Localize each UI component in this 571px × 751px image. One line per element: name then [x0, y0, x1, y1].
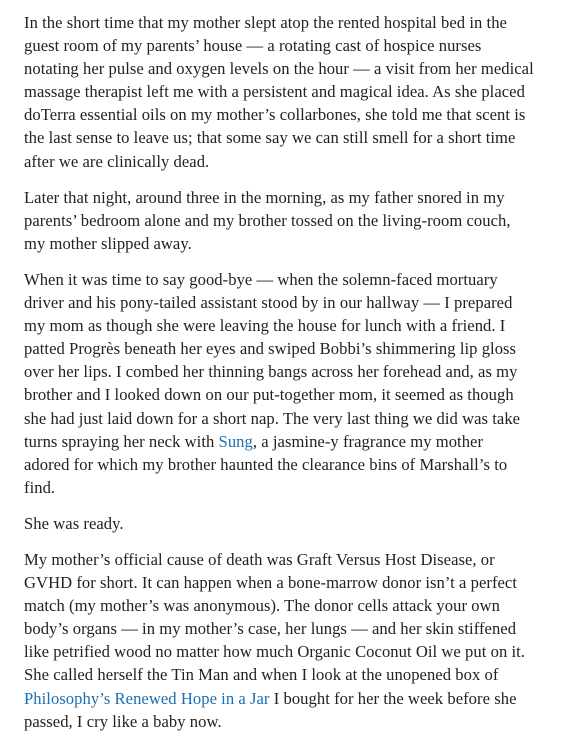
text-line: [24, 687, 549, 710]
paragraph-night: [24, 186, 549, 255]
text-line: My mother’s official cause of death was Graft Versus Host Disease, or: [24, 549, 495, 569]
text-fragment: turns spraying her neck with: [24, 431, 219, 451]
text-line: body’s organs — in my mother’s case, her lungs — and her skin stiffened: [24, 619, 517, 639]
text-line: GVHD for short. It can happen when a bone-marrow donor isn’t a perfect: [24, 573, 518, 593]
text-line: passed, I cry like a baby now.: [24, 711, 222, 731]
text-line: patted Progrès beneath her eyes and swiped Bobbi’s shimmering lip gloss: [24, 339, 517, 359]
sung-fragrance-link[interactable]: Sung: [218, 431, 253, 451]
renewed-hope-link[interactable]: Philosophy’s Renewed Hope in a Jar: [24, 688, 270, 708]
paragraph-scent: [24, 11, 549, 173]
text-line: match (my mother’s was anonymous). The donor cells attack your own: [24, 596, 500, 616]
text-line: doTerra essential oils on my mother’s collarbones, she told me that scent is: [24, 105, 526, 125]
text-line: When it was time to say good-bye — when the solemn-faced mortuary: [24, 269, 498, 289]
text-line: she had just laid down for a short nap. The very last thing we did was take: [24, 408, 521, 428]
text-line: find.: [24, 477, 56, 497]
text-line: She called herself the Tin Man and when I look at the unopened box of: [24, 665, 499, 685]
text-line: Later that night, around three in the morning, as my father snored in my: [24, 187, 505, 207]
text-line: the last sense to leave us; that some say we can still smell for a short time: [24, 128, 516, 148]
text-line: my mother slipped away.: [24, 233, 192, 253]
text-line: my mom as though she were leaving the house for lunch with a friend. I: [24, 316, 506, 336]
text-fragment: I bought for her the week before she: [269, 688, 517, 708]
text-line: massage therapist left me with a persistent and magical idea. As she placed: [24, 82, 525, 102]
text-line: after we are clinically dead.: [24, 151, 210, 171]
paragraph-ready: [24, 512, 549, 535]
text-line: adored for which my brother haunted the clearance bins of Marshall’s to: [24, 454, 508, 474]
text-fragment: , a jasmine-y fragrance my mother: [252, 431, 484, 451]
text-line: over her lips. I combed her thinning bangs across her forehead and, as my: [24, 362, 518, 382]
text-line: like petrified wood no matter how much Organic Coconut Oil we put on it.: [24, 642, 526, 662]
paragraph-goodbye: [24, 268, 549, 499]
text-line: In the short time that my mother slept atop the rented hospital bed in the: [24, 13, 507, 32]
text-line: guest room of my parents’ house — a rotating cast of hospice nurses: [24, 36, 482, 56]
text-line: driver and his pony-tailed assistant stood by in our hallway — I prepared: [24, 293, 513, 313]
paragraph-gvhd: [24, 548, 549, 733]
text-line: brother and I looked down on our put-together mom, it seemed as though: [24, 385, 514, 405]
text-line: parents’ bedroom alone and my brother tossed on the living-room couch,: [24, 210, 511, 230]
text-line: She was ready.: [24, 513, 124, 533]
text-line: [24, 430, 549, 453]
text-line: notating her pulse and oxygen levels on the hour — a visit from her medical: [24, 59, 534, 79]
